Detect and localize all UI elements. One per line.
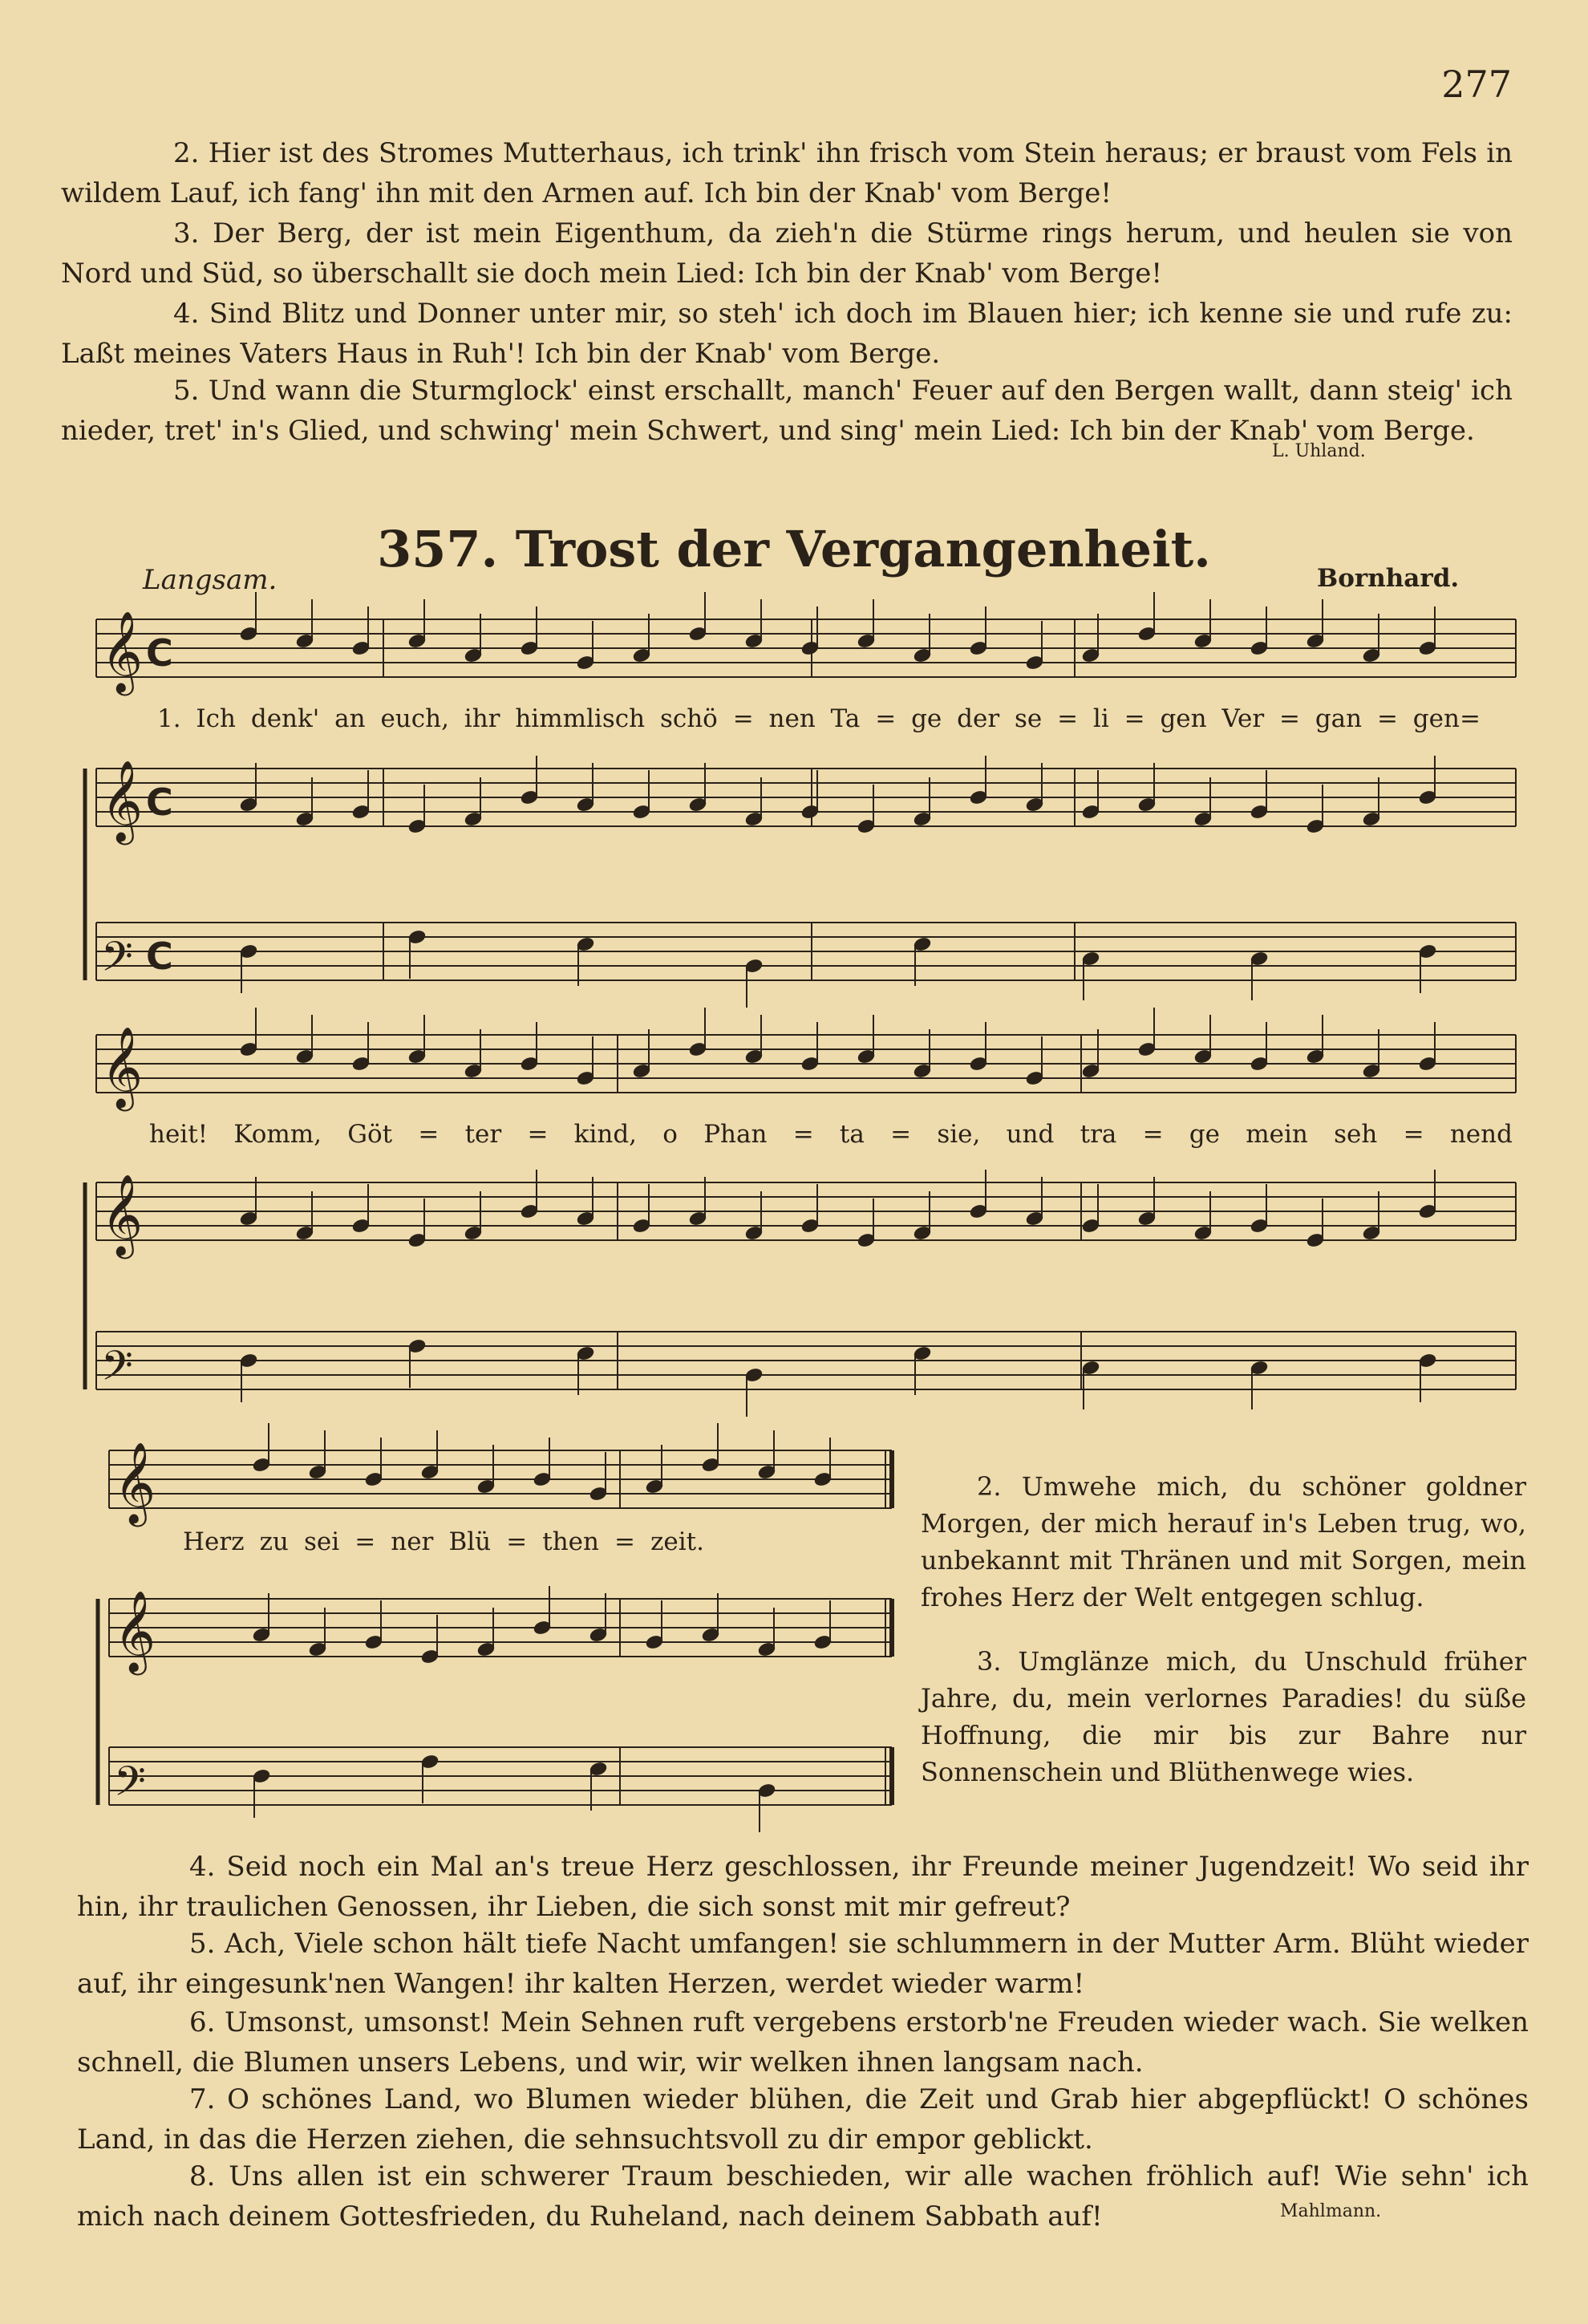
lyric-syllable: ge [911,704,942,733]
lyric-syllable: gen [1160,704,1207,733]
lyric-syllable: = [890,1120,912,1149]
lyric-syllable: = [1279,704,1300,733]
lyric-syllable: = [1376,704,1398,733]
verse-5: 5. Ach, Viele schon hält tiefe Nacht umfangen! sie schlummern in der Mutter Arm. Blüht wieder auf, ihr eingesunk'nen Wangen! ihr kalten Herzen, werdet wieder warm! [77,1928,1529,2000]
lyric-syllable: li [1092,704,1109,733]
lyric-syllable: = [1403,1120,1424,1149]
composer: Bornhard. [1317,564,1460,593]
bass-clef-icon: 𝄢 [101,1341,133,1400]
common-time-icon: C [146,631,173,675]
lyric-syllable: ter [464,1120,502,1149]
common-time-icon: C [146,781,173,824]
lyric-syllable: sie, [937,1120,981,1149]
prev-verse-4: 4. Sind Blitz und Donner unter mir, so steh' ich doch im Blauen hier; ich kenne sie und rufe zu: Laßt meines Vaters Haus in Ruh'! Ich bin der Knab' vom Berge. [61,298,1513,370]
verse-6: 6. Umsonst, umsonst! Mein Sehnen ruft vergebens erstorb'ne Freuden wieder wach. Sie welken schnell, die Blumen unsers Lebens, und wir, wir welken ihnen langsam nach. [77,2006,1529,2079]
lyric-syllable: = [614,1527,636,1556]
common-time-icon: C [146,935,173,978]
lyric-syllable: heit! [149,1120,209,1149]
lyric-syllable: der [957,704,1000,733]
lyric-syllable: = [1124,704,1145,733]
lyric-syllable: ner [391,1527,434,1556]
lyric-syllable: Blü [448,1527,492,1556]
lyric-syllable: = [1142,1120,1164,1149]
prev-verse-3: 3. Der Berg, der ist mein Eigenthum, da zieh'n die Stürme rings herum, und heulen sie von Nord und Süd, so überschallt sie doch mein Lied: Ich bin der Knab' vom Berge! [61,217,1513,290]
lyric-syllable: nend [1449,1120,1513,1149]
lyric-syllable: an [334,704,366,733]
lyric-syllable: then [542,1527,599,1556]
lyric-syllable: Herz [183,1527,245,1556]
lyric-syllable: Göt [347,1120,393,1149]
lyrics-system-2 [149,1120,1513,1149]
lyric-syllable: = [875,704,897,733]
lyric-syllable: = [506,1527,528,1556]
lyric-syllable: o [662,1120,678,1149]
lyric-syllable: ihr [464,704,500,733]
treble-clef-icon: 𝄞 [101,1025,144,1108]
verse-7: 7. O schönes Land, wo Blumen wieder blühen, die Zeit und Grab hier abgepflückt! O schönes Land, in das die Herzen ziehen, die sehnsuchtsvoll zu dir empor geblickt. [77,2083,1529,2156]
lyric-syllable: = [354,1527,376,1556]
lyric-syllable: schö [659,704,718,733]
lyric-syllable: = [792,1120,814,1149]
lyric-syllable: se [1014,704,1043,733]
lyric-syllable: gan [1315,704,1363,733]
lyric-syllable: zeit. [650,1527,704,1556]
lyric-syllable: Komm, [233,1120,322,1149]
bass-clef-icon: 𝄢 [114,1757,146,1815]
lyric-syllable: Ich [196,704,236,733]
lyric-syllable: himmlisch [515,704,646,733]
lyric-syllable: kind, [573,1120,638,1149]
lyric-syllable: ta [839,1120,865,1149]
treble-clef-icon: 𝄞 [114,1441,156,1523]
lyric-syllable: Ta [830,704,861,733]
lyric-syllable: gen= [1412,704,1481,733]
prev-author: L. Uhland. [1272,441,1366,461]
tempo-marking: Langsam. [143,564,277,596]
side-verse-3: 3. Umglänze mich, du Unschuld früher Jahre, du, mein verlornes Paradies! du süße Hoffnung, die mir bis zur Bahre nur Sonnenschein und Blüthenwege wies. [921,1646,1527,1787]
lyric-syllable: zu [259,1527,289,1556]
bass-clef-icon: 𝄢 [101,932,133,991]
song-author: Mahlmann. [1280,2201,1382,2221]
lyric-syllable: = [418,1120,440,1149]
lyric-syllable: und [1006,1120,1055,1149]
lyric-syllable: ge [1189,1120,1221,1149]
lyric-syllable: Ver [1221,704,1265,733]
lyrics-system-3 [183,1527,704,1556]
treble-clef-icon: 𝄞 [101,1173,144,1255]
prev-verse-2: 2. Hier ist des Stromes Mutterhaus, ich trink' ihn frisch vom Stein heraus; er braust vom Fels in wildem Lauf, ich fang' ihn mit den Armen auf. Ich bin der Knab' vom Berge! [61,137,1513,209]
lyric-syllable: Phan [703,1120,768,1149]
lyric-syllable: euch, [380,704,449,733]
treble-clef-icon: 𝄞 [114,1589,156,1672]
side-verse-2: 2. Umwehe mich, du schöner goldner Morgen, der mich herauf in's Leben trug, wo, unbekannt mit Thränen und mit Sorgen, mein frohes Herz der Welt entgegen schlug. [921,1471,1527,1612]
lyric-syllable: sei [303,1527,340,1556]
page-number: 277 [1441,63,1512,106]
lyric-syllable: mein [1246,1120,1308,1149]
lyric-syllable: 1. [157,704,181,733]
lyric-syllable: = [732,704,754,733]
song-title: 357. Trost der Vergangenheit. [377,520,1211,578]
lyric-syllable: seh [1334,1120,1378,1149]
treble-clef-icon: 𝄞 [101,759,144,842]
lyric-syllable: nen [768,704,816,733]
lyric-syllable: = [1057,704,1079,733]
prev-verse-5: 5. Und wann die Sturmglock' einst erschallt, manch' Feuer auf den Bergen wallt, dann steig' ich nieder, tret' in's Glied, und schwing' mein Schwert, und sing' mein Lied: Ich bin der Knab' vom Berge. [61,375,1513,447]
verse-8: 8. Uns allen ist ein schwerer Traum beschieden, wir alle wachen fröhlich auf! Wie sehn' ich mich nach deinem Gottesfrieden, du Ruheland, nach deinem Sabbath auf! [77,2160,1529,2233]
treble-clef-icon: 𝄞 [101,610,144,692]
lyrics-system-1 [157,704,1481,733]
lyric-syllable: tra [1080,1120,1117,1149]
lyric-syllable: = [527,1120,549,1149]
verse-4: 4. Seid noch ein Mal an's treue Herz geschlossen, ihr Freunde meiner Jugendzeit! Wo seid ihr hin, ihr traulichen Genossen, ihr Lieben, die sich sonst mit mir gefreut? [77,1851,1529,1923]
lyric-syllable: denk' [250,704,320,733]
